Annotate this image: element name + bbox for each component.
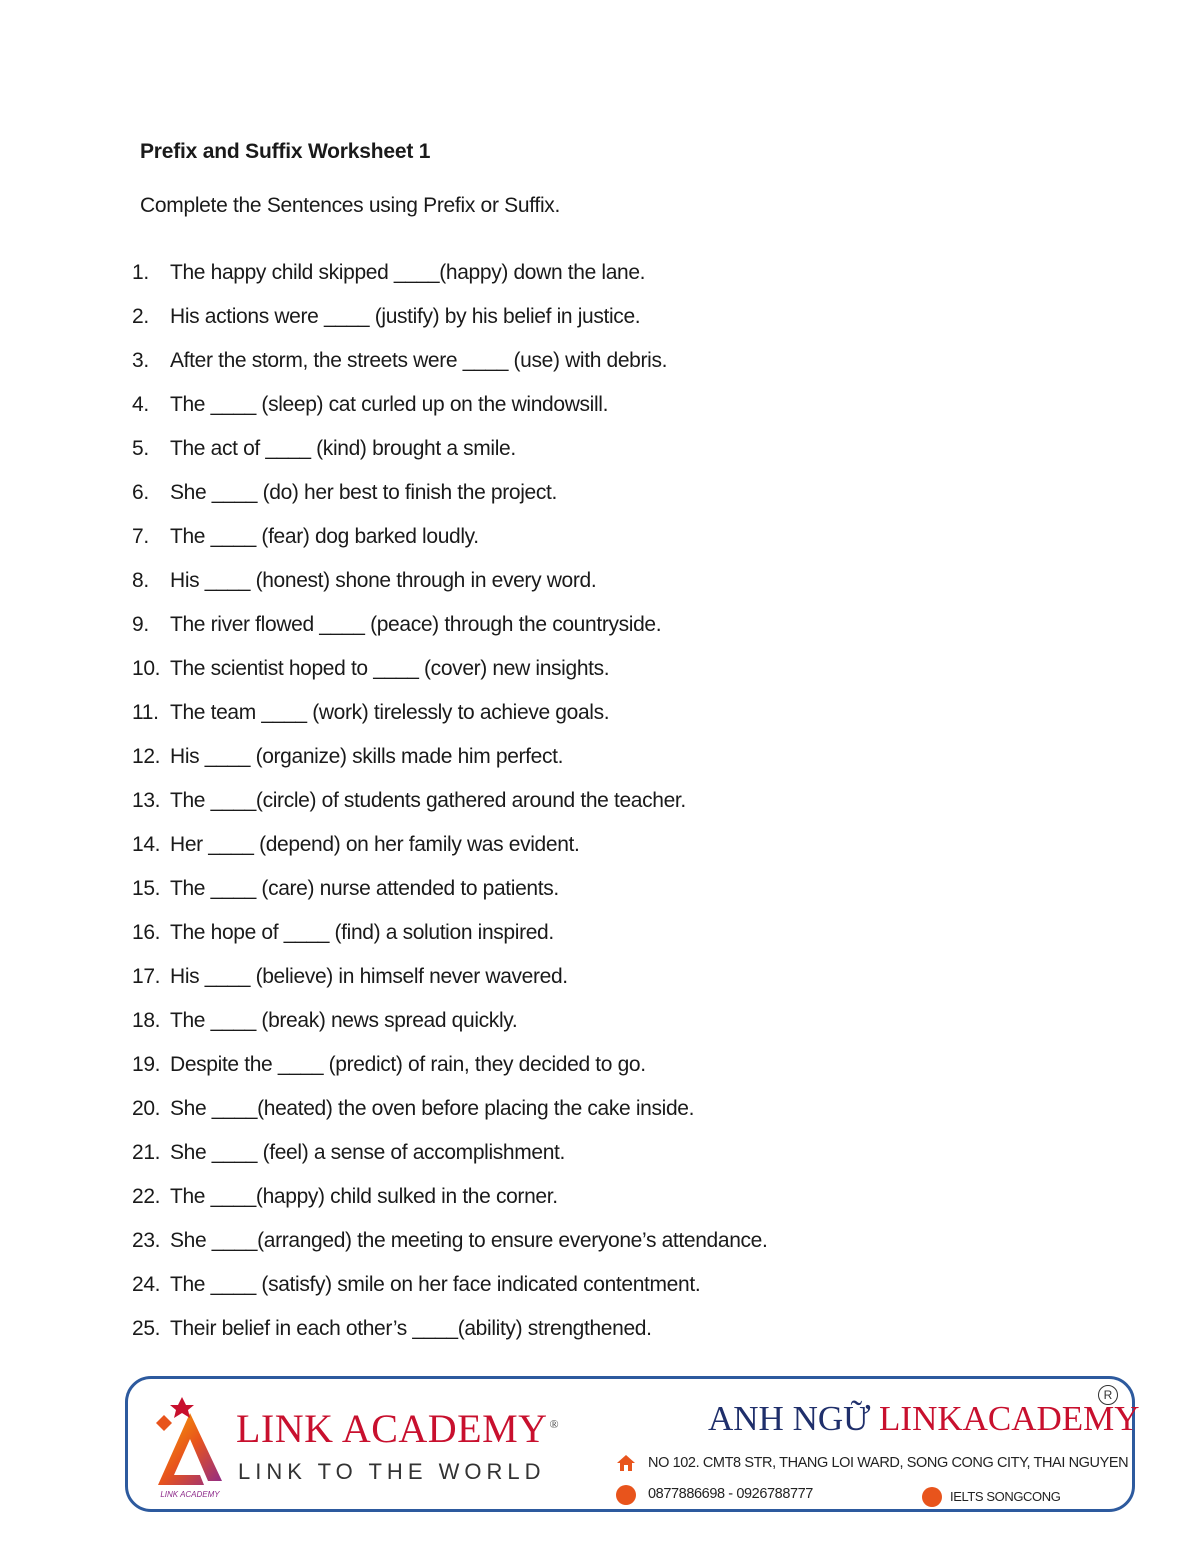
logo-caption: LINK ACADEMY bbox=[160, 1490, 220, 1499]
sentence-text: She ____ (do) her best to finish the project. bbox=[170, 481, 557, 504]
sentence-text: The team ____ (work) tirelessly to achieve goals. bbox=[170, 701, 610, 724]
sentence-number: 8. bbox=[132, 569, 149, 592]
phone-numbers: 0877886698 - 0926788777 bbox=[648, 1486, 813, 1502]
sentence-item bbox=[132, 918, 767, 962]
brand-name bbox=[236, 1405, 559, 1452]
sentence-item bbox=[132, 522, 767, 566]
sentence-item bbox=[132, 786, 767, 830]
sentence-item bbox=[132, 302, 767, 346]
sentence-number: 9. bbox=[132, 613, 149, 636]
instruction-text: Complete the Sentences using Prefix or Suffix. bbox=[140, 194, 561, 217]
sentence-text: The ____ (sleep) cat curled up on the windowsill. bbox=[170, 393, 609, 416]
sentence-number: 15. bbox=[132, 877, 161, 900]
sentence-number: 20. bbox=[132, 1097, 161, 1120]
sentence-list bbox=[132, 258, 767, 1358]
sentence-number: 4. bbox=[132, 393, 149, 416]
sentence-item bbox=[132, 1270, 767, 1314]
sentence-item bbox=[132, 962, 767, 1006]
sentence-item bbox=[132, 566, 767, 610]
sentence-number: 12. bbox=[132, 745, 161, 768]
footer-banner bbox=[125, 1376, 1140, 1512]
sentence-item bbox=[132, 654, 767, 698]
sentence-text: The ____(happy) child sulked in the corner. bbox=[170, 1185, 558, 1208]
sentence-item bbox=[132, 390, 767, 434]
phone-icon bbox=[616, 1485, 636, 1505]
sentence-number: 2. bbox=[132, 305, 149, 328]
sentence-item bbox=[132, 1226, 767, 1270]
sentence-text: The act of ____ (kind) brought a smile. bbox=[170, 437, 516, 460]
brand-slogan: LINK TO THE WORLD bbox=[238, 1459, 546, 1484]
right-title bbox=[708, 1399, 1140, 1439]
sentence-number: 19. bbox=[132, 1053, 161, 1076]
sentence-number: 7. bbox=[132, 525, 149, 548]
facebook-icon bbox=[922, 1487, 942, 1507]
sentence-number: 13. bbox=[132, 789, 161, 812]
sentence-number: 1. bbox=[132, 261, 149, 284]
sentence-text: Their belief in each other’s ____(ability) strengthened. bbox=[170, 1317, 652, 1340]
sentence-number: 17. bbox=[132, 965, 161, 988]
link-academy-logo-icon bbox=[146, 1393, 234, 1503]
sentence-number: 3. bbox=[132, 349, 149, 372]
sentence-item bbox=[132, 698, 767, 742]
sentence-number: 16. bbox=[132, 921, 161, 944]
sentence-item bbox=[132, 434, 767, 478]
sentence-item bbox=[132, 1094, 767, 1138]
sentence-text: The ____ (satisfy) smile on her face indicated contentment. bbox=[170, 1273, 701, 1296]
sentence-number: 25. bbox=[132, 1317, 161, 1340]
sentence-text: After the storm, the streets were ____ (use) with debris. bbox=[170, 349, 668, 372]
sentence-item bbox=[132, 1006, 767, 1050]
sentence-text: The river flowed ____ (peace) through the countryside. bbox=[170, 613, 662, 636]
sentence-number: 23. bbox=[132, 1229, 161, 1252]
sentence-item bbox=[132, 258, 767, 302]
sentence-number: 24. bbox=[132, 1273, 161, 1296]
sentence-item bbox=[132, 346, 767, 390]
sentence-number: 22. bbox=[132, 1185, 161, 1208]
sentence-text: His ____ (organize) skills made him perfect. bbox=[170, 745, 564, 768]
sentence-text: She ____ (feel) a sense of accomplishment. bbox=[170, 1141, 566, 1164]
sentence-number: 5. bbox=[132, 437, 149, 460]
sentence-text: She ____(arranged) the meeting to ensure everyone’s attendance. bbox=[170, 1229, 768, 1252]
sentence-item bbox=[132, 1182, 767, 1226]
sentence-text: The ____ (fear) dog barked loudly. bbox=[170, 525, 479, 548]
sentence-text: His actions were ____ (justify) by his belief in justice. bbox=[170, 305, 641, 328]
sentence-text: Her ____ (depend) on her family was evident. bbox=[170, 833, 580, 856]
sentence-text: The happy child skipped ____(happy) down the lane. bbox=[170, 261, 646, 284]
brand-registered-mark: ® bbox=[549, 1416, 560, 1431]
sentence-item bbox=[132, 874, 767, 918]
sentence-number: 18. bbox=[132, 1009, 161, 1032]
right-title-prefix: ANH NGỮ bbox=[708, 1399, 871, 1438]
social-handle: IELTS SONGCONG bbox=[950, 1489, 1061, 1504]
address-text: NO 102. CMT8 STR, THANG LOI WARD, SONG CONG CITY, THAI NGUYEN bbox=[648, 1455, 1129, 1471]
sentence-number: 14. bbox=[132, 833, 161, 856]
sentence-item bbox=[132, 1138, 767, 1182]
sentence-item bbox=[132, 1314, 767, 1358]
sentence-text: The scientist hoped to ____ (cover) new insights. bbox=[170, 657, 610, 680]
sentence-item bbox=[132, 830, 767, 874]
sentence-text: His ____ (honest) shone through in every word. bbox=[170, 569, 597, 592]
sentence-text: She ____(heated) the oven before placing the cake inside. bbox=[170, 1097, 695, 1120]
sentence-item bbox=[132, 1050, 767, 1094]
page-title: Prefix and Suffix Worksheet 1 bbox=[140, 140, 431, 163]
brand-name-text: LINK ACADEMY bbox=[236, 1406, 548, 1451]
sentence-number: 11. bbox=[132, 701, 159, 724]
sentence-text: The ____(circle) of students gathered around the teacher. bbox=[170, 789, 686, 812]
sentence-text: The ____ (care) nurse attended to patients. bbox=[170, 877, 559, 900]
sentence-number: 21. bbox=[132, 1141, 161, 1164]
sentence-number: 6. bbox=[132, 481, 149, 504]
sentence-item bbox=[132, 610, 767, 654]
sentence-number: 10. bbox=[132, 657, 161, 680]
right-title-brand: LINKACADEMY bbox=[879, 1399, 1140, 1438]
home-icon bbox=[616, 1453, 636, 1473]
sentence-text: His ____ (believe) in himself never wavered. bbox=[170, 965, 568, 988]
sentence-text: Despite the ____ (predict) of rain, they decided to go. bbox=[170, 1053, 646, 1076]
sentence-item bbox=[132, 478, 767, 522]
registered-mark: R bbox=[1098, 1385, 1118, 1405]
sentence-text: The ____ (break) news spread quickly. bbox=[170, 1009, 518, 1032]
sentence-text: The hope of ____ (find) a solution inspired. bbox=[170, 921, 554, 944]
sentence-item bbox=[132, 742, 767, 786]
